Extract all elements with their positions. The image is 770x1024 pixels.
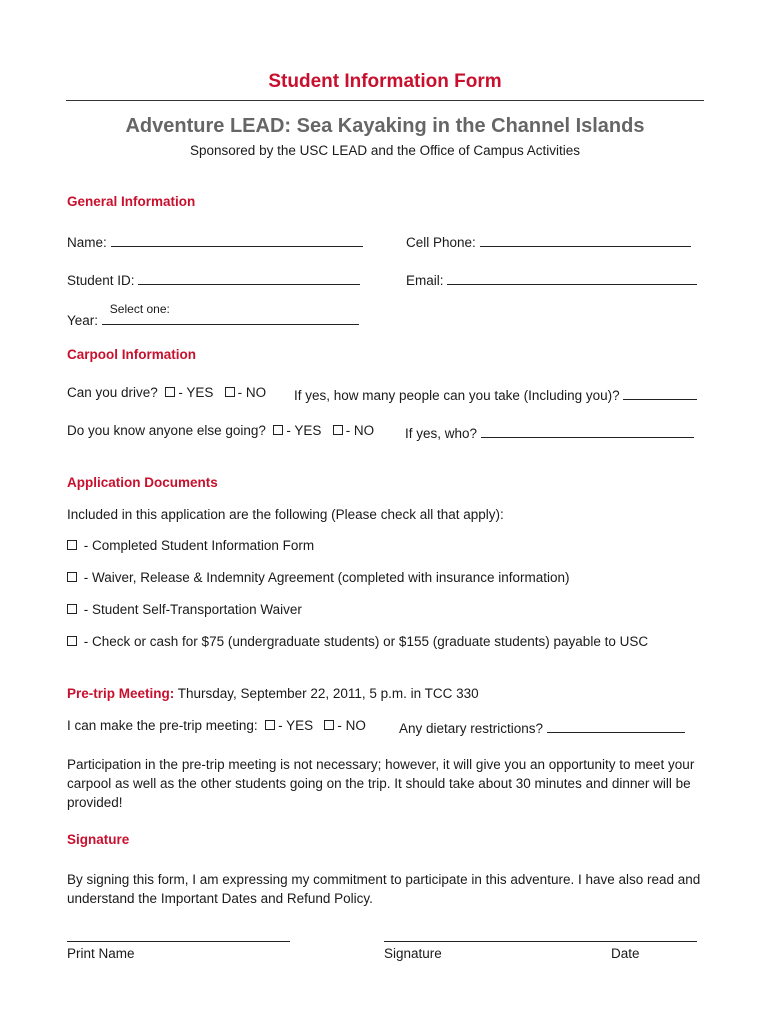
year-select[interactable] (102, 302, 359, 325)
doc-transport-waiver-label: - Student Self-Transportation Waiver (83, 602, 302, 617)
document-item (67, 538, 314, 553)
how-many-field[interactable] (623, 385, 697, 400)
form-title: Student Information Form (268, 71, 502, 92)
pretrip-no-label: - NO (337, 718, 366, 733)
sponsor-line: Sponsored by the USC LEAD and the Office of Campus Activities (190, 143, 580, 158)
documents-heading: Application Documents (67, 475, 218, 490)
doc-payment-checkbox[interactable] (67, 636, 77, 646)
how-many-row (294, 385, 697, 403)
documents-intro: Included in this application are the following (Please check all that apply): (67, 507, 504, 522)
anyone-going-label: Do you know anyone else going? (67, 423, 266, 438)
anyone-no-label: - NO (345, 423, 375, 438)
pretrip-yes-checkbox[interactable] (265, 720, 275, 730)
cell-phone-field[interactable] (480, 232, 691, 247)
dietary-label: Any dietary restrictions? (399, 721, 544, 736)
date-label: Date (611, 946, 640, 961)
dietary-field[interactable] (547, 718, 685, 733)
pretrip-attend-label: I can make the pre-trip meeting: (67, 718, 258, 733)
signature-heading: Signature (67, 832, 130, 847)
who-row (405, 423, 694, 441)
print-name-label: Print Name (67, 946, 135, 961)
doc-transport-waiver-checkbox[interactable] (67, 604, 77, 614)
pretrip-note: Participation in the pre-trip meeting is not necessary; however, it will give you an opportunity to meet your carpool as well as the other students going on the trip. It should take about 30 minutes and dinner will be provided! (67, 757, 695, 810)
title-divider (66, 100, 704, 101)
email-label: Email: (406, 273, 444, 288)
drive-yes-label: - YES (178, 385, 214, 400)
document-item (67, 570, 569, 585)
can-drive-row (67, 385, 266, 400)
signature-statement: By signing this form, I am expressing my commitment to participate in this adventure. I have also read and understand the Important Dates and Refund Policy. (67, 872, 701, 906)
email-row (406, 270, 697, 288)
doc-info-form-checkbox[interactable] (67, 540, 77, 550)
anyone-no-checkbox[interactable] (333, 425, 343, 435)
name-field[interactable] (111, 232, 363, 247)
name-row (67, 232, 363, 250)
anyone-yes-checkbox[interactable] (273, 425, 283, 435)
doc-info-form-label: - Completed Student Information Form (83, 538, 315, 553)
anyone-going-row (67, 423, 374, 438)
pretrip-details: Thursday, September 22, 2011, 5 p.m. in TCC 330 (177, 686, 479, 701)
pretrip-attend-row (67, 718, 366, 733)
carpool-info-heading: Carpool Information (67, 347, 196, 362)
student-id-field[interactable] (138, 270, 360, 285)
print-name-line[interactable] (67, 941, 290, 942)
doc-waiver-checkbox[interactable] (67, 572, 77, 582)
year-row (67, 302, 359, 328)
signature-label: Signature (384, 946, 442, 961)
dietary-row (399, 718, 685, 736)
signature-date-line[interactable] (384, 941, 697, 942)
document-item (67, 602, 302, 617)
who-field[interactable] (481, 423, 694, 438)
drive-yes-checkbox[interactable] (165, 387, 175, 397)
pretrip-no-checkbox[interactable] (324, 720, 334, 730)
name-label: Name: (67, 235, 107, 250)
general-info-heading: General Information (67, 194, 196, 209)
cell-phone-row (406, 232, 691, 250)
doc-payment-label: - Check or cash for $75 (undergraduate students) or $155 (graduate students) payable to USC (83, 634, 649, 649)
year-select-value: Select one: (109, 302, 170, 316)
pretrip-row (67, 686, 479, 701)
student-id-row (67, 270, 360, 288)
drive-no-checkbox[interactable] (225, 387, 235, 397)
cell-phone-label: Cell Phone: (406, 235, 476, 250)
who-label: If yes, who? (405, 426, 478, 441)
document-item (67, 634, 648, 649)
drive-no-label: - NO (237, 385, 267, 400)
doc-waiver-label: - Waiver, Release & Indemnity Agreement (completed with insurance information) (83, 570, 570, 585)
pretrip-heading: Pre-trip Meeting: (67, 686, 175, 701)
anyone-yes-label: - YES (286, 423, 322, 438)
student-id-label: Student ID: (67, 273, 135, 288)
how-many-label: If yes, how many people can you take (Including you)? (294, 388, 620, 403)
email-field[interactable] (447, 270, 697, 285)
pretrip-yes-label: - YES (278, 718, 314, 733)
form-subtitle: Adventure LEAD: Sea Kayaking in the Channel Islands (125, 115, 645, 137)
can-drive-label: Can you drive? (67, 385, 158, 400)
year-label: Year: (67, 313, 99, 328)
